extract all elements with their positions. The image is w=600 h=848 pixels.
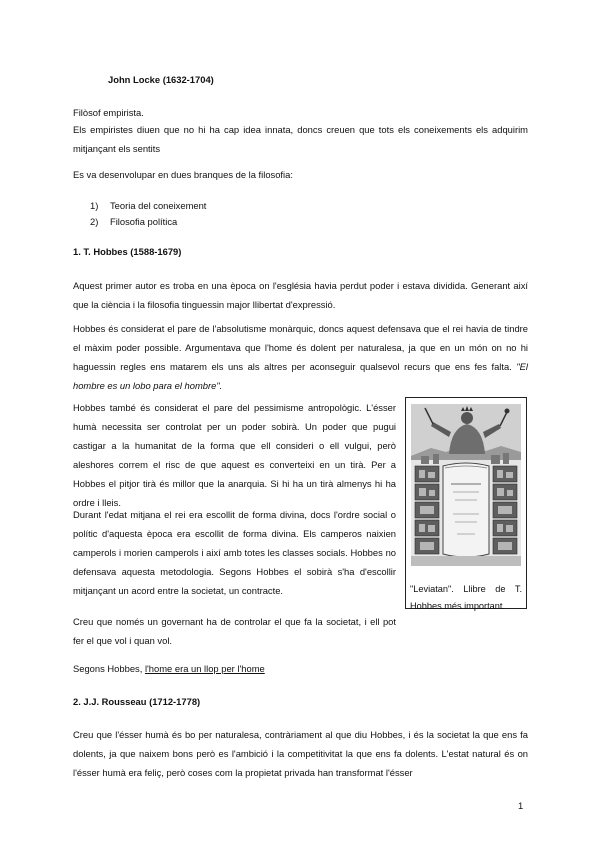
branches-intro: Es va desenvolupar en dues branques de la filosofia: [73,169,293,180]
hobbes-paragraph-5: Creu que només un governant ha de controlar el que fa la societat, i ell pot fer el que vol i quan vol. [73,616,396,646]
list-item: Filosofia política [110,216,178,227]
rousseau-paragraph-1: Creu que l'ésser humà és bo per naturalesa, contràriament al que diu Hobbes, i és la societat la que ens fa dolents, ja que naixem bons però es l'ambició i la competitivitat la que ens fa dolents. L'estat natural és on l'ésser humà era feliç, però coses com la propietat privada han transformat l'ésser [73,729,528,778]
figure-frame [405,397,527,609]
hobbes-paragraph-4: Durant l'edat mitjana el rei era escollit de forma divina, docs l'ordre social o polític d'aquesta època era escollit de forma divina. Els camperos naixien camperols i morien camperols i així amb totes les classes socials. Hobbes no defensava aquesta metodologia. Segons Hobbes el sobirà s'ha d'escollir mitjançant un acord entre la societat, un contracte. [73,509,396,596]
hobbes-paragraph-6-prefix: Segons Hobbes, [73,663,143,674]
intro-line-2: Els empiristes diuen que no hi ha cap idea innata, doncs creuen que tots els coneixements els adquirim mitjançant els sentits [73,124,528,154]
hobbes-paragraph-2 [73,319,528,395]
hobbes-underlined-phrase: l'home era un llop per l'home [144,663,265,674]
page-number: 1 [518,800,524,811]
section-heading-rousseau: 2. J.J. Rousseau (1712-1778) [73,696,201,707]
figure-caption: "Leviatan". Llibre de T. Hobbes més important. [410,584,522,612]
section-heading-hobbes: 1. T. Hobbes (1588-1679) [73,246,182,257]
hobbes-paragraph-3: Hobbes també és considerat el pare del pessimisme antropològic. L'ésser humà necessita ser controlat per un poder sobirà. Un poder que pugui castigar a la humanitat de la forma que ell consideri o ell vulgui, però aleshores correm el risc de que aquest es converteixi en un tirà. Per a Hobbes el pitjor tirà és millor que la anarquia. Si hi ha un tirà almenys hi ha ordre i lleis. [73,402,396,508]
hobbes-paragraph-1: Aquest primer autor es troba en una època on l'església havia perdut poder i estava dividida. Generant així que la ciència i la filosofia tinguessin major llibertat d'expressió. [73,280,528,310]
intro-line-1: Filòsof empirista. [73,107,144,118]
hobbes-quote: "El hombre es un lobo para el hombre". [73,361,528,391]
page-title: John Locke (1632-1704) [108,74,214,85]
hobbes-paragraph-2-text: Hobbes és considerat el pare de l'absolutisme monàrquic, doncs aquest defensava que el rei havia de tindre el màxim poder possible. Argumentava que l'home és dolent per naturalesa, ja que en un món on no hi haguessin regles ens matarem els uns als altres per aconseguir qualsevol recurs que ens fes falta. [73,323,528,372]
hobbes-paragraph-6 [73,659,265,678]
list-item-number: 2) [90,216,99,227]
list-item: Teoria del coneixement [110,200,207,211]
leviathan-engraving-image [411,404,521,566]
list-item-number: 1) [90,200,99,211]
